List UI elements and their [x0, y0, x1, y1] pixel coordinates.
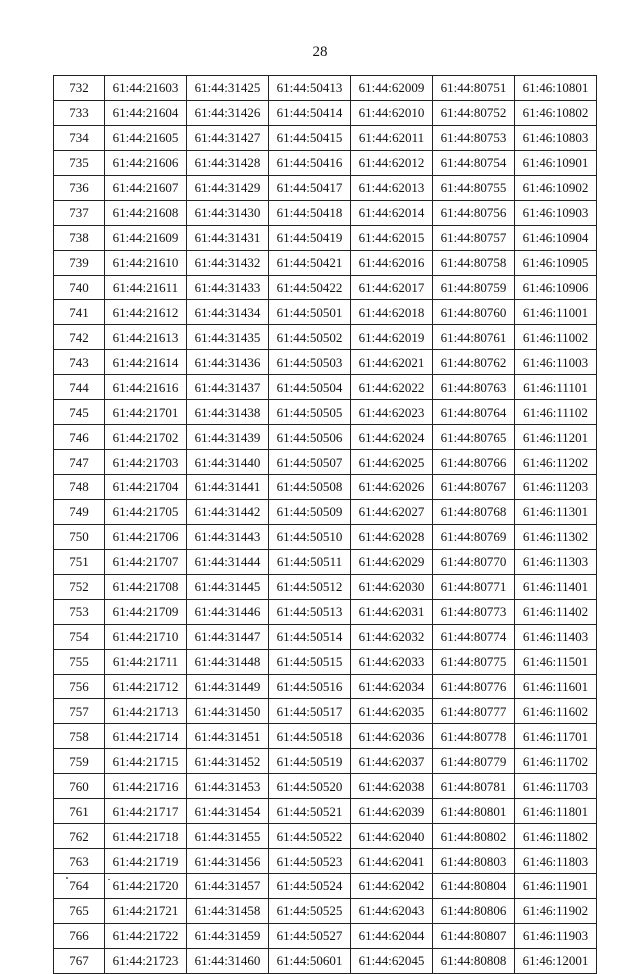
cadastral-number-cell: 61:44:50505: [269, 400, 351, 425]
cadastral-number-cell: 61:46:10905: [515, 250, 597, 275]
cadastral-number-cell: 61:44:80764: [433, 400, 515, 425]
cadastral-number-cell: 61:44:31430: [187, 200, 269, 225]
cadastral-number-cell: 61:46:11101: [515, 375, 597, 400]
cadastral-number-cell: 61:44:31427: [187, 125, 269, 150]
table-row: [54, 749, 597, 774]
row-number-cell: 741: [54, 300, 105, 325]
row-number-cell: 756: [54, 674, 105, 699]
cadastral-number-cell: 61:44:62042: [351, 874, 433, 899]
cadastral-number-cell: 61:44:21612: [105, 300, 187, 325]
cadastral-number-cell: 61:44:80753: [433, 125, 515, 150]
cadastral-number-cell: 61:46:11102: [515, 400, 597, 425]
cadastral-number-cell: 61:44:31455: [187, 824, 269, 849]
cadastral-number-cell: 61:44:21715: [105, 749, 187, 774]
cadastral-number-cell: 61:44:31439: [187, 425, 269, 450]
cadastral-number-cell: 61:44:31450: [187, 699, 269, 724]
row-number-cell: 760: [54, 774, 105, 799]
cadastral-number-cell: 61:44:31443: [187, 524, 269, 549]
cadastral-number-cell: 61:46:11703: [515, 774, 597, 799]
cadastral-number-cell: 61:44:62029: [351, 549, 433, 574]
cadastral-number-cell: 61:44:21713: [105, 699, 187, 724]
cadastral-number-cell: 61:44:50511: [269, 549, 351, 574]
cadastral-number-cell: 61:44:62013: [351, 175, 433, 200]
row-number-cell: 755: [54, 649, 105, 674]
cadastral-number-cell: 61:44:31437: [187, 375, 269, 400]
cadastral-number-cell: 61:44:31428: [187, 150, 269, 175]
cadastral-number-cell: 61:46:11401: [515, 574, 597, 599]
cadastral-number-cell: 61:44:21616: [105, 375, 187, 400]
cadastral-number-cell: 61:46:11003: [515, 350, 597, 375]
cadastral-number-cell: 61:44:62036: [351, 724, 433, 749]
cadastral-number-cell: 61:44:62015: [351, 225, 433, 250]
cadastral-number-cell: 61:44:80756: [433, 200, 515, 225]
cadastral-number-cell: 61:44:80806: [433, 898, 515, 923]
cadastral-number-cell: 61:44:50416: [269, 150, 351, 175]
cadastral-number-cell: 61:44:50521: [269, 799, 351, 824]
cadastral-number-cell: 61:44:21614: [105, 350, 187, 375]
row-number-cell: 746: [54, 425, 105, 450]
cadastral-number-cell: 61:44:62014: [351, 200, 433, 225]
table-row: [54, 125, 597, 150]
cadastral-quarters-table: [53, 75, 597, 974]
cadastral-number-cell: 61:46:11803: [515, 849, 597, 874]
cadastral-number-cell: 61:46:10902: [515, 175, 597, 200]
cadastral-number-cell: 61:44:50520: [269, 774, 351, 799]
cadastral-number-cell: 61:44:50514: [269, 624, 351, 649]
cadastral-number-cell: 61:44:21609: [105, 225, 187, 250]
cadastral-number-cell: 61:44:31444: [187, 549, 269, 574]
cadastral-number-cell: 61:46:11701: [515, 724, 597, 749]
row-number-cell: 759: [54, 749, 105, 774]
cadastral-number-cell: 61:46:10901: [515, 150, 597, 175]
cadastral-number-cell: 61:44:62021: [351, 350, 433, 375]
cadastral-number-cell: 61:44:80758: [433, 250, 515, 275]
table-row: [54, 799, 597, 824]
cadastral-number-cell: 61:44:31448: [187, 649, 269, 674]
cadastral-number-cell: 61:44:62040: [351, 824, 433, 849]
page-number: 28: [312, 44, 328, 60]
cadastral-number-cell: 61:46:11001: [515, 300, 597, 325]
cadastral-number-cell: 61:44:62030: [351, 574, 433, 599]
cadastral-number-cell: 61:44:50419: [269, 225, 351, 250]
cadastral-number-cell: 61:44:31433: [187, 275, 269, 300]
cadastral-number-cell: 61:46:10903: [515, 200, 597, 225]
cadastral-number-cell: 61:44:50516: [269, 674, 351, 699]
cadastral-number-cell: 61:44:50522: [269, 824, 351, 849]
row-number-cell: 762: [54, 824, 105, 849]
cadastral-number-cell: 61:44:21611: [105, 275, 187, 300]
cadastral-number-cell: 61:44:31456: [187, 849, 269, 874]
cadastral-number-cell: 61:44:31449: [187, 674, 269, 699]
cadastral-number-cell: 61:44:50527: [269, 923, 351, 948]
table-body: [54, 76, 597, 974]
cadastral-number-cell: 61:44:62037: [351, 749, 433, 774]
cadastral-number-cell: 61:46:11903: [515, 923, 597, 948]
cadastral-number-cell: 61:46:10904: [515, 225, 597, 250]
cadastral-number-cell: 61:46:11602: [515, 699, 597, 724]
cadastral-number-cell: 61:44:31454: [187, 799, 269, 824]
cadastral-number-cell: 61:44:50524: [269, 874, 351, 899]
cadastral-number-cell: 61:44:50418: [269, 200, 351, 225]
cadastral-number-cell: 61:44:62022: [351, 375, 433, 400]
cadastral-number-cell: 61:44:31434: [187, 300, 269, 325]
table-row: [54, 175, 597, 200]
row-number-cell: 764: [54, 874, 105, 899]
cadastral-number-cell: 61:44:21722: [105, 923, 187, 948]
table-row: [54, 649, 597, 674]
table-row: [54, 150, 597, 175]
cadastral-number-cell: 61:44:80752: [433, 100, 515, 125]
cadastral-number-cell: 61:44:62009: [351, 76, 433, 101]
cadastral-number-cell: 61:44:31436: [187, 350, 269, 375]
cadastral-number-cell: 61:44:62023: [351, 400, 433, 425]
cadastral-number-cell: 61:44:50513: [269, 599, 351, 624]
cadastral-number-cell: 61:44:50507: [269, 450, 351, 475]
cadastral-number-cell: 61:44:62034: [351, 674, 433, 699]
table-row: [54, 674, 597, 699]
cadastral-number-cell: 61:46:11802: [515, 824, 597, 849]
cadastral-number-cell: 61:44:21712: [105, 674, 187, 699]
cadastral-number-cell: 61:44:80761: [433, 325, 515, 350]
row-number-cell: 752: [54, 574, 105, 599]
row-number-cell: 739: [54, 250, 105, 275]
table-row: [54, 225, 597, 250]
cadastral-number-cell: 61:46:11601: [515, 674, 597, 699]
row-number-cell: 749: [54, 499, 105, 524]
cadastral-number-cell: 61:44:21604: [105, 100, 187, 125]
row-number-cell: 745: [54, 400, 105, 425]
cadastral-number-cell: 61:44:21714: [105, 724, 187, 749]
cadastral-number-cell: 61:44:31453: [187, 774, 269, 799]
cadastral-number-cell: 61:44:62016: [351, 250, 433, 275]
row-number-cell: 735: [54, 150, 105, 175]
row-number-cell: 747: [54, 450, 105, 475]
cadastral-number-cell: 61:44:21718: [105, 824, 187, 849]
cadastral-number-cell: 61:44:50517: [269, 699, 351, 724]
cadastral-number-cell: 61:44:21706: [105, 524, 187, 549]
cadastral-number-cell: 61:44:80804: [433, 874, 515, 899]
cadastral-number-cell: 61:44:21610: [105, 250, 187, 275]
cadastral-number-cell: 61:46:11902: [515, 898, 597, 923]
table-row: [54, 475, 597, 500]
table-row: [54, 400, 597, 425]
cadastral-number-cell: 61:46:10801: [515, 76, 597, 101]
cadastral-number-cell: 61:44:62026: [351, 475, 433, 500]
cadastral-number-cell: 61:44:80760: [433, 300, 515, 325]
row-number-cell: 758: [54, 724, 105, 749]
cadastral-number-cell: 61:44:62033: [351, 649, 433, 674]
row-number-cell: 765: [54, 898, 105, 923]
table-row: [54, 425, 597, 450]
row-number-cell: 742: [54, 325, 105, 350]
cadastral-number-cell: 61:46:11201: [515, 425, 597, 450]
cadastral-number-cell: 61:44:21719: [105, 849, 187, 874]
cadastral-number-cell: 61:44:50414: [269, 100, 351, 125]
cadastral-number-cell: 61:44:21708: [105, 574, 187, 599]
cadastral-number-cell: 61:44:31451: [187, 724, 269, 749]
cadastral-number-cell: 61:44:62041: [351, 849, 433, 874]
table-row: [54, 699, 597, 724]
cadastral-number-cell: 61:44:50422: [269, 275, 351, 300]
cadastral-number-cell: 61:46:11002: [515, 325, 597, 350]
table-row: [54, 849, 597, 874]
cadastral-number-cell: 61:44:62038: [351, 774, 433, 799]
cadastral-number-cell: 61:44:31429: [187, 175, 269, 200]
cadastral-number-cell: 61:44:21707: [105, 549, 187, 574]
cadastral-number-cell: 61:44:31438: [187, 400, 269, 425]
cadastral-number-cell: 61:46:11403: [515, 624, 597, 649]
row-number-cell: 754: [54, 624, 105, 649]
cadastral-number-cell: 61:44:62019: [351, 325, 433, 350]
row-number-cell: 750: [54, 524, 105, 549]
table-row: [54, 549, 597, 574]
cadastral-number-cell: 61:46:11302: [515, 524, 597, 549]
table-row: [54, 724, 597, 749]
cadastral-number-cell: 61:44:21613: [105, 325, 187, 350]
cadastral-number-cell: 61:44:21705: [105, 499, 187, 524]
table-row: [54, 200, 597, 225]
row-number-cell: 767: [54, 948, 105, 973]
row-number-cell: 763: [54, 849, 105, 874]
cadastral-number-cell: 61:44:50413: [269, 76, 351, 101]
cadastral-number-cell: 61:44:80776: [433, 674, 515, 699]
cadastral-number-cell: 61:44:50518: [269, 724, 351, 749]
cadastral-number-cell: 61:44:80770: [433, 549, 515, 574]
cadastral-number-cell: 61:44:62010: [351, 100, 433, 125]
row-number-cell: 737: [54, 200, 105, 225]
cadastral-number-cell: 61:44:62039: [351, 799, 433, 824]
cadastral-number-cell: 61:44:80757: [433, 225, 515, 250]
cadastral-number-cell: 61:46:11901: [515, 874, 597, 899]
cadastral-number-cell: 61:44:50501: [269, 300, 351, 325]
table-row: [54, 923, 597, 948]
cadastral-number-cell: 61:44:80774: [433, 624, 515, 649]
cadastral-number-cell: 61:44:21711: [105, 649, 187, 674]
cadastral-number-cell: 61:44:80773: [433, 599, 515, 624]
cadastral-number-cell: 61:44:50509: [269, 499, 351, 524]
cadastral-number-cell: 61:44:31458: [187, 898, 269, 923]
cadastral-number-cell: 61:44:62025: [351, 450, 433, 475]
row-number-cell: 743: [54, 350, 105, 375]
cadastral-number-cell: 61:44:80778: [433, 724, 515, 749]
cadastral-number-cell: 61:44:62031: [351, 599, 433, 624]
cadastral-number-cell: 61:44:80771: [433, 574, 515, 599]
cadastral-number-cell: 61:44:80775: [433, 649, 515, 674]
cadastral-number-cell: 61:44:21606: [105, 150, 187, 175]
cadastral-number-cell: 61:44:80768: [433, 499, 515, 524]
cadastral-number-cell: 61:44:80763: [433, 375, 515, 400]
cadastral-number-cell: 61:44:50421: [269, 250, 351, 275]
cadastral-number-cell: 61:44:50415: [269, 125, 351, 150]
cadastral-number-cell: 61:44:31447: [187, 624, 269, 649]
table-row: [54, 300, 597, 325]
table-row: [54, 574, 597, 599]
cadastral-number-cell: 61:44:50508: [269, 475, 351, 500]
cadastral-number-cell: 61:44:31426: [187, 100, 269, 125]
table-row: [54, 325, 597, 350]
cadastral-number-cell: 61:44:50512: [269, 574, 351, 599]
scan-speck: [108, 879, 110, 880]
cadastral-number-cell: 61:44:62027: [351, 499, 433, 524]
cadastral-number-cell: 61:44:21607: [105, 175, 187, 200]
cadastral-number-cell: 61:44:50515: [269, 649, 351, 674]
cadastral-number-cell: 61:44:80759: [433, 275, 515, 300]
cadastral-number-cell: 61:44:31441: [187, 475, 269, 500]
cadastral-number-cell: 61:44:21716: [105, 774, 187, 799]
cadastral-number-cell: 61:44:50523: [269, 849, 351, 874]
row-number-cell: 757: [54, 699, 105, 724]
row-number-cell: 753: [54, 599, 105, 624]
cadastral-number-cell: 61:44:31460: [187, 948, 269, 973]
table-row: [54, 76, 597, 101]
cadastral-number-cell: 61:44:21717: [105, 799, 187, 824]
cadastral-number-cell: 61:44:31442: [187, 499, 269, 524]
cadastral-number-cell: 61:46:11702: [515, 749, 597, 774]
cadastral-number-cell: 61:44:80766: [433, 450, 515, 475]
cadastral-number-cell: 61:44:50417: [269, 175, 351, 200]
cadastral-number-cell: 61:44:31440: [187, 450, 269, 475]
cadastral-number-cell: 61:46:11202: [515, 450, 597, 475]
table-row: [54, 624, 597, 649]
row-number-cell: 736: [54, 175, 105, 200]
cadastral-number-cell: 61:46:11801: [515, 799, 597, 824]
row-number-cell: 740: [54, 275, 105, 300]
cadastral-number-cell: 61:44:80781: [433, 774, 515, 799]
cadastral-number-cell: 61:44:80762: [433, 350, 515, 375]
table-row: [54, 898, 597, 923]
cadastral-number-cell: 61:44:62044: [351, 923, 433, 948]
cadastral-number-cell: 61:44:62035: [351, 699, 433, 724]
cadastral-number-cell: 61:44:62012: [351, 150, 433, 175]
table-row: [54, 499, 597, 524]
table-row: [54, 774, 597, 799]
row-number-cell: 738: [54, 225, 105, 250]
cadastral-number-cell: 61:44:50601: [269, 948, 351, 973]
cadastral-number-cell: 61:44:21709: [105, 599, 187, 624]
row-number-cell: 761: [54, 799, 105, 824]
cadastral-number-cell: 61:44:21704: [105, 475, 187, 500]
table-row: [54, 100, 597, 125]
cadastral-number-cell: 61:44:21603: [105, 76, 187, 101]
cadastral-number-cell: 61:44:80765: [433, 425, 515, 450]
cadastral-number-cell: 61:44:21723: [105, 948, 187, 973]
table-row: [54, 350, 597, 375]
table-row: [54, 524, 597, 549]
cadastral-number-cell: 61:44:21702: [105, 425, 187, 450]
cadastral-number-cell: 61:44:31435: [187, 325, 269, 350]
scan-speck: [66, 877, 68, 879]
cadastral-number-cell: 61:44:62045: [351, 948, 433, 973]
cadastral-number-cell: 61:44:31431: [187, 225, 269, 250]
cadastral-number-cell: 61:44:62028: [351, 524, 433, 549]
cadastral-number-cell: 61:44:80807: [433, 923, 515, 948]
cadastral-number-cell: 61:46:11203: [515, 475, 597, 500]
cadastral-number-cell: 61:44:80802: [433, 824, 515, 849]
table-row: [54, 450, 597, 475]
cadastral-number-cell: 61:46:12001: [515, 948, 597, 973]
cadastral-number-cell: 61:44:80803: [433, 849, 515, 874]
cadastral-number-cell: 61:44:50502: [269, 325, 351, 350]
cadastral-number-cell: 61:44:80755: [433, 175, 515, 200]
cadastral-number-cell: 61:44:50506: [269, 425, 351, 450]
table-row: [54, 874, 597, 899]
table-row: [54, 250, 597, 275]
table-row: [54, 275, 597, 300]
cadastral-number-cell: 61:44:62017: [351, 275, 433, 300]
cadastral-number-cell: 61:44:31452: [187, 749, 269, 774]
table-row: [54, 948, 597, 973]
cadastral-number-cell: 61:44:80801: [433, 799, 515, 824]
row-number-cell: 744: [54, 375, 105, 400]
cadastral-number-cell: 61:44:21701: [105, 400, 187, 425]
table-row: [54, 375, 597, 400]
cadastral-number-cell: 61:44:50510: [269, 524, 351, 549]
cadastral-number-cell: 61:44:62018: [351, 300, 433, 325]
table-row: [54, 824, 597, 849]
table-row: [54, 599, 597, 624]
cadastral-number-cell: 61:44:80777: [433, 699, 515, 724]
cadastral-number-cell: 61:44:50503: [269, 350, 351, 375]
cadastral-number-cell: 61:44:21605: [105, 125, 187, 150]
cadastral-number-cell: 61:44:31457: [187, 874, 269, 899]
row-number-cell: 748: [54, 475, 105, 500]
cadastral-number-cell: 61:46:10906: [515, 275, 597, 300]
cadastral-number-cell: 61:44:21703: [105, 450, 187, 475]
cadastral-number-cell: 61:44:62011: [351, 125, 433, 150]
cadastral-number-cell: 61:44:80769: [433, 524, 515, 549]
cadastral-number-cell: 61:44:80751: [433, 76, 515, 101]
cadastral-number-cell: 61:44:21720: [105, 874, 187, 899]
cadastral-number-cell: 61:44:21608: [105, 200, 187, 225]
cadastral-number-cell: 61:46:10802: [515, 100, 597, 125]
cadastral-number-cell: 61:46:11402: [515, 599, 597, 624]
cadastral-number-cell: 61:46:11303: [515, 549, 597, 574]
cadastral-number-cell: 61:44:21721: [105, 898, 187, 923]
row-number-cell: 732: [54, 76, 105, 101]
cadastral-number-cell: 61:44:31459: [187, 923, 269, 948]
cadastral-number-cell: 61:44:50504: [269, 375, 351, 400]
cadastral-number-cell: 61:46:11301: [515, 499, 597, 524]
row-number-cell: 733: [54, 100, 105, 125]
cadastral-number-cell: 61:44:50525: [269, 898, 351, 923]
cadastral-number-cell: 61:44:62043: [351, 898, 433, 923]
cadastral-number-cell: 61:44:80767: [433, 475, 515, 500]
cadastral-number-cell: 61:46:11501: [515, 649, 597, 674]
cadastral-number-cell: 61:44:62032: [351, 624, 433, 649]
cadastral-number-cell: 61:44:31446: [187, 599, 269, 624]
cadastral-number-cell: 61:44:80808: [433, 948, 515, 973]
row-number-cell: 734: [54, 125, 105, 150]
cadastral-number-cell: 61:44:21710: [105, 624, 187, 649]
cadastral-number-cell: 61:44:50519: [269, 749, 351, 774]
cadastral-number-cell: 61:44:31432: [187, 250, 269, 275]
cadastral-number-cell: 61:44:80754: [433, 150, 515, 175]
cadastral-number-cell: 61:44:80779: [433, 749, 515, 774]
cadastral-number-cell: 61:44:31425: [187, 76, 269, 101]
row-number-cell: 751: [54, 549, 105, 574]
row-number-cell: 766: [54, 923, 105, 948]
cadastral-number-cell: 61:44:31445: [187, 574, 269, 599]
cadastral-number-cell: 61:44:62024: [351, 425, 433, 450]
cadastral-number-cell: 61:46:10803: [515, 125, 597, 150]
